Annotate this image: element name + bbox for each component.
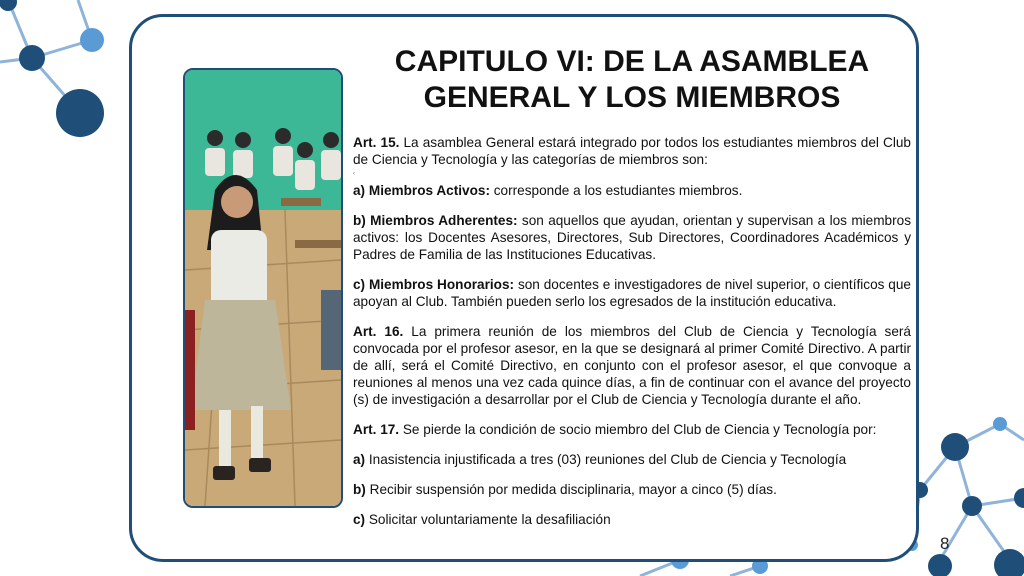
slide-title: [352, 44, 912, 116]
paragraph-text: Recibir suspensión por medida disciplinaria, mayor a cinco (5) días.: [365, 482, 777, 497]
paragraph-lead: a): [353, 452, 366, 467]
paragraph: [353, 134, 911, 168]
paragraph-lead: b) Miembros Adherentes:: [353, 213, 518, 228]
article-text: [353, 134, 911, 541]
paragraph-lead: c): [353, 512, 366, 527]
paragraph-lead: Art. 16.: [353, 324, 404, 339]
paragraph: [353, 511, 911, 528]
paragraph-text: La asamblea General estará integrado por todos los estudiantes miembros del Club de Ciencia y Tecnología y las categorías de miembros son:: [353, 135, 911, 167]
paragraph-lead: Art. 15.: [353, 135, 400, 150]
paragraph-text: Inasistencia injustificada a tres (03) reuniones del Club de Ciencia y Tecnología: [365, 452, 847, 467]
paragraph: [353, 451, 911, 468]
paragraph-text: son aquellos que ayudan, orientan y supervisan a los miembros activos: los Docentes Asesores, Directores, Sub Directores, Coordinadores Académicos y Padres de Familia de las Instituciones Educativas.: [353, 213, 911, 262]
paragraph: [353, 212, 911, 263]
paragraph-text: La primera reunión de los miembros del Club de Ciencia y Tecnología será convocada por el profesor asesor, en la que se designará al primer Comité Directivo. A partir de allí, será el Comité Directivo, en conjunto con el profesor asesor, el que convoque a reuniones al menos una vez cada quince días, a fin de continuar con el avance del proyecto (s) de investigación a desarrollar por el Club de Ciencia y Tecnología durante el año.: [353, 324, 911, 407]
paragraph: [353, 481, 911, 498]
paragraph: [353, 323, 911, 408]
small-mark: ‹: [353, 171, 355, 177]
title-line-1: CAPITULO VI: DE LA ASAMBLEA: [394, 45, 870, 78]
paragraph: [353, 276, 911, 310]
paragraph-text: Se pierde la condición de socio miembro del Club de Ciencia y Tecnología por:: [399, 422, 877, 437]
paragraph-lead: Art. 17.: [353, 422, 400, 437]
paragraph-text: corresponde a los estudiantes miembros.: [489, 183, 743, 198]
classroom-photo: [183, 68, 343, 508]
paragraph-lead: c) Miembros Honorarios:: [353, 277, 515, 292]
title-line-2: GENERAL Y LOS MIEMBROS: [423, 81, 841, 114]
paragraph-text: Solicitar voluntariamente la desafiliación: [365, 512, 611, 527]
paragraph-lead: a) Miembros Activos:: [353, 183, 490, 198]
paragraph: [353, 182, 911, 199]
paragraph-lead: b): [353, 482, 366, 497]
paragraph: [353, 421, 911, 438]
page-number: 8: [940, 534, 950, 553]
paragraph-text: son docentes e investigadores de nivel superior, o científicos que apoyan al Club. También pueden serlo los egresados de la institución educativa.: [353, 277, 911, 309]
